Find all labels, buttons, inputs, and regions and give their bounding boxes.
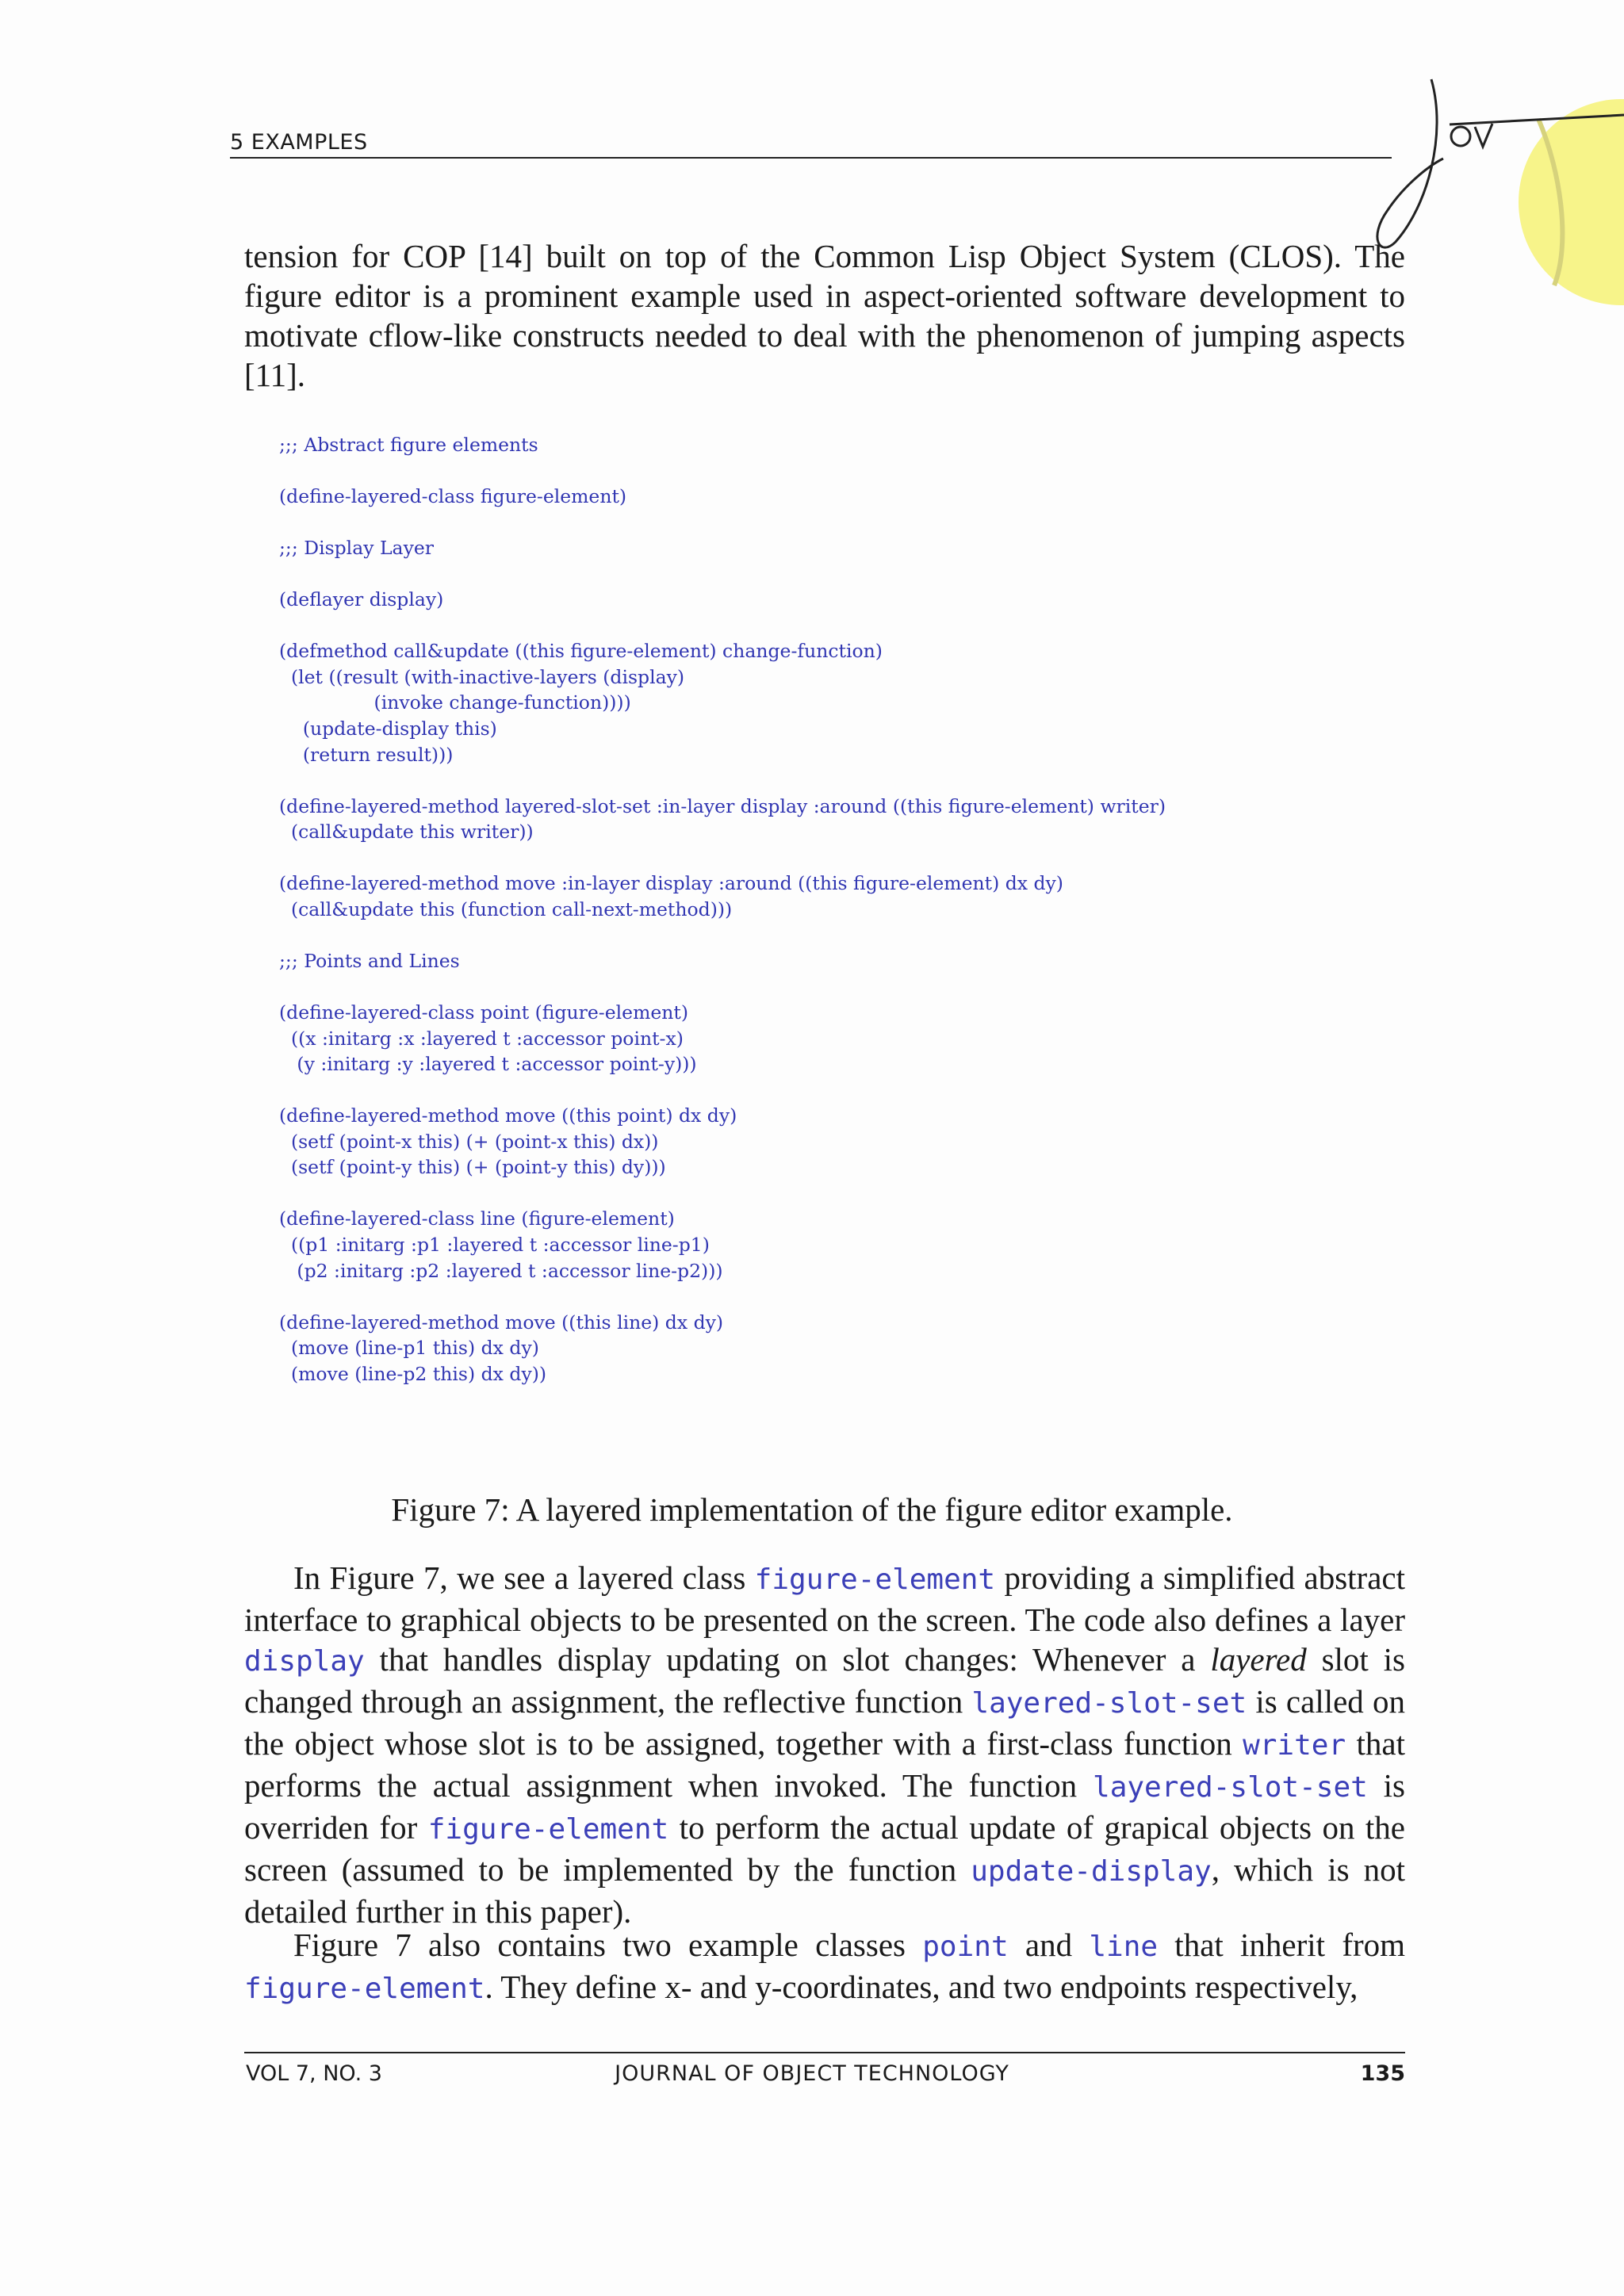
code-line: ;;; Abstract figure elements xyxy=(279,434,538,456)
header-rule xyxy=(230,157,1392,159)
code-line: (p2 :initarg :p2 :layered t :accessor line-p2))) xyxy=(279,1259,723,1282)
code-line xyxy=(279,613,1166,639)
code-line xyxy=(279,1181,1166,1207)
code-line: (call&update this (function call-next-method))) xyxy=(279,897,733,920)
code-line: ((x :initarg :x :layered t :accessor point-x) xyxy=(279,1027,684,1050)
code-line: (define-layered-method layered-slot-set :in-layer display :around ((this figure-element) writer) xyxy=(279,794,1166,817)
code-line: (let ((result (with-inactive-layers (display) xyxy=(279,665,685,688)
code-line: (define-layered-method move ((this line) dx dy) xyxy=(279,1311,724,1334)
code-ref: layered-slot-set xyxy=(971,1687,1247,1720)
code-line xyxy=(279,510,1166,536)
jot-logo xyxy=(1372,48,1624,349)
jot-script-icon xyxy=(1377,79,1443,247)
footer-rule xyxy=(244,2052,1405,2053)
code-line xyxy=(279,922,1166,948)
code-line xyxy=(279,458,1166,484)
page-number: 135 xyxy=(1360,2061,1405,2086)
emphasis: layered xyxy=(1210,1641,1307,1678)
code-line: (update-display this) xyxy=(279,718,497,740)
code-line xyxy=(279,767,1166,794)
code-line xyxy=(279,1284,1166,1310)
code-line xyxy=(279,561,1166,587)
code-line: (move (line-p1 this) dx dy) xyxy=(279,1337,539,1360)
code-line: (define-layered-method move ((this point) dx dy) xyxy=(279,1104,737,1127)
code-line xyxy=(279,1077,1166,1104)
code-ref: display xyxy=(244,1645,365,1678)
code-line: (define-layered-class line (figure-element) xyxy=(279,1207,675,1230)
body-paragraph-2: In Figure 7, we see a layered class figure-element providing a simplified abstract interface to graphical objects to be presented on the screen. The code also defines a layer display that handles display updating on slot changes: Whenever a layered slot is changed through an assignment, the reflective function layered-slot-set is called on the object whose slot is to be assigned, together with a first-class function writer that performs the actual assignment when invoked. The function layered-slot-set is overriden for figure-element to perform the actual update of grapical objects on the screen (assumed to be implemented by the function update-display, which is not detailed further in this paper). xyxy=(244,1559,1405,1930)
code-line: (y :initarg :y :layered t :accessor point-y))) xyxy=(279,1053,697,1076)
code-line: (defmethod call&update ((this figure-element) change-function) xyxy=(279,640,883,663)
code-line: ;;; Display Layer xyxy=(279,537,434,560)
code-line: (deflayer display) xyxy=(279,588,444,611)
code-line: (call&update this writer)) xyxy=(279,821,534,844)
code-line: (setf (point-x this) (+ (point-x this) dx)) xyxy=(279,1130,659,1153)
code-line: ;;; Points and Lines xyxy=(279,949,460,972)
code-ref: point xyxy=(922,1931,1009,1963)
code-ref: figure-element xyxy=(244,1973,485,2005)
code-line: (setf (point-y this) (+ (point-y this) dy))) xyxy=(279,1156,666,1179)
code-line: (move (line-p2 this) dx dy)) xyxy=(279,1362,547,1385)
code-ref: figure-element xyxy=(427,1813,669,1846)
code-ref: layered-slot-set xyxy=(1093,1771,1368,1804)
code-line xyxy=(279,845,1166,871)
code-line: ((p1 :initarg :p1 :layered t :accessor line-p1) xyxy=(279,1233,710,1256)
code-ref: update-display xyxy=(971,1855,1212,1888)
code-line: (define-layered-method move :in-layer display :around ((this figure-element) dx dy) xyxy=(279,872,1063,895)
code-line: (define-layered-class point (figure-element) xyxy=(279,1001,689,1024)
running-head: 5 EXAMPLES xyxy=(230,130,368,155)
code-line xyxy=(279,974,1166,1000)
code-listing xyxy=(279,432,1166,1387)
footer-journal: JOURNAL OF OBJECT TECHNOLOGY xyxy=(615,2061,1009,2086)
figure-caption: Figure 7: A layered implementation of the figure editor example. xyxy=(391,1491,1233,1528)
logo-disc-icon xyxy=(1519,99,1624,305)
code-line: (return result))) xyxy=(279,743,454,766)
code-ref: writer xyxy=(1243,1729,1346,1762)
code-line: (invoke change-function)))) xyxy=(279,691,631,714)
code-ref: line xyxy=(1089,1931,1159,1963)
intro-paragraph: tension for COP [14] built on top of the Common Lisp Object System (CLOS). The figure editor is a prominent example used in aspect-oriented software development to motivate cflow-like constructs needed to deal with the phenomenon of jumping aspects [11]. xyxy=(244,238,1405,393)
code-line: (define-layered-class figure-element) xyxy=(279,485,627,508)
code-ref: figure-element xyxy=(754,1563,996,1596)
body-paragraph-3: Figure 7 also contains two example classes point and line that inherit from figure-element. They define x- and y-coordinates, and two endpoints respectively, xyxy=(244,1927,1406,2005)
footer-volume: VOL 7, NO. 3 xyxy=(246,2061,382,2086)
